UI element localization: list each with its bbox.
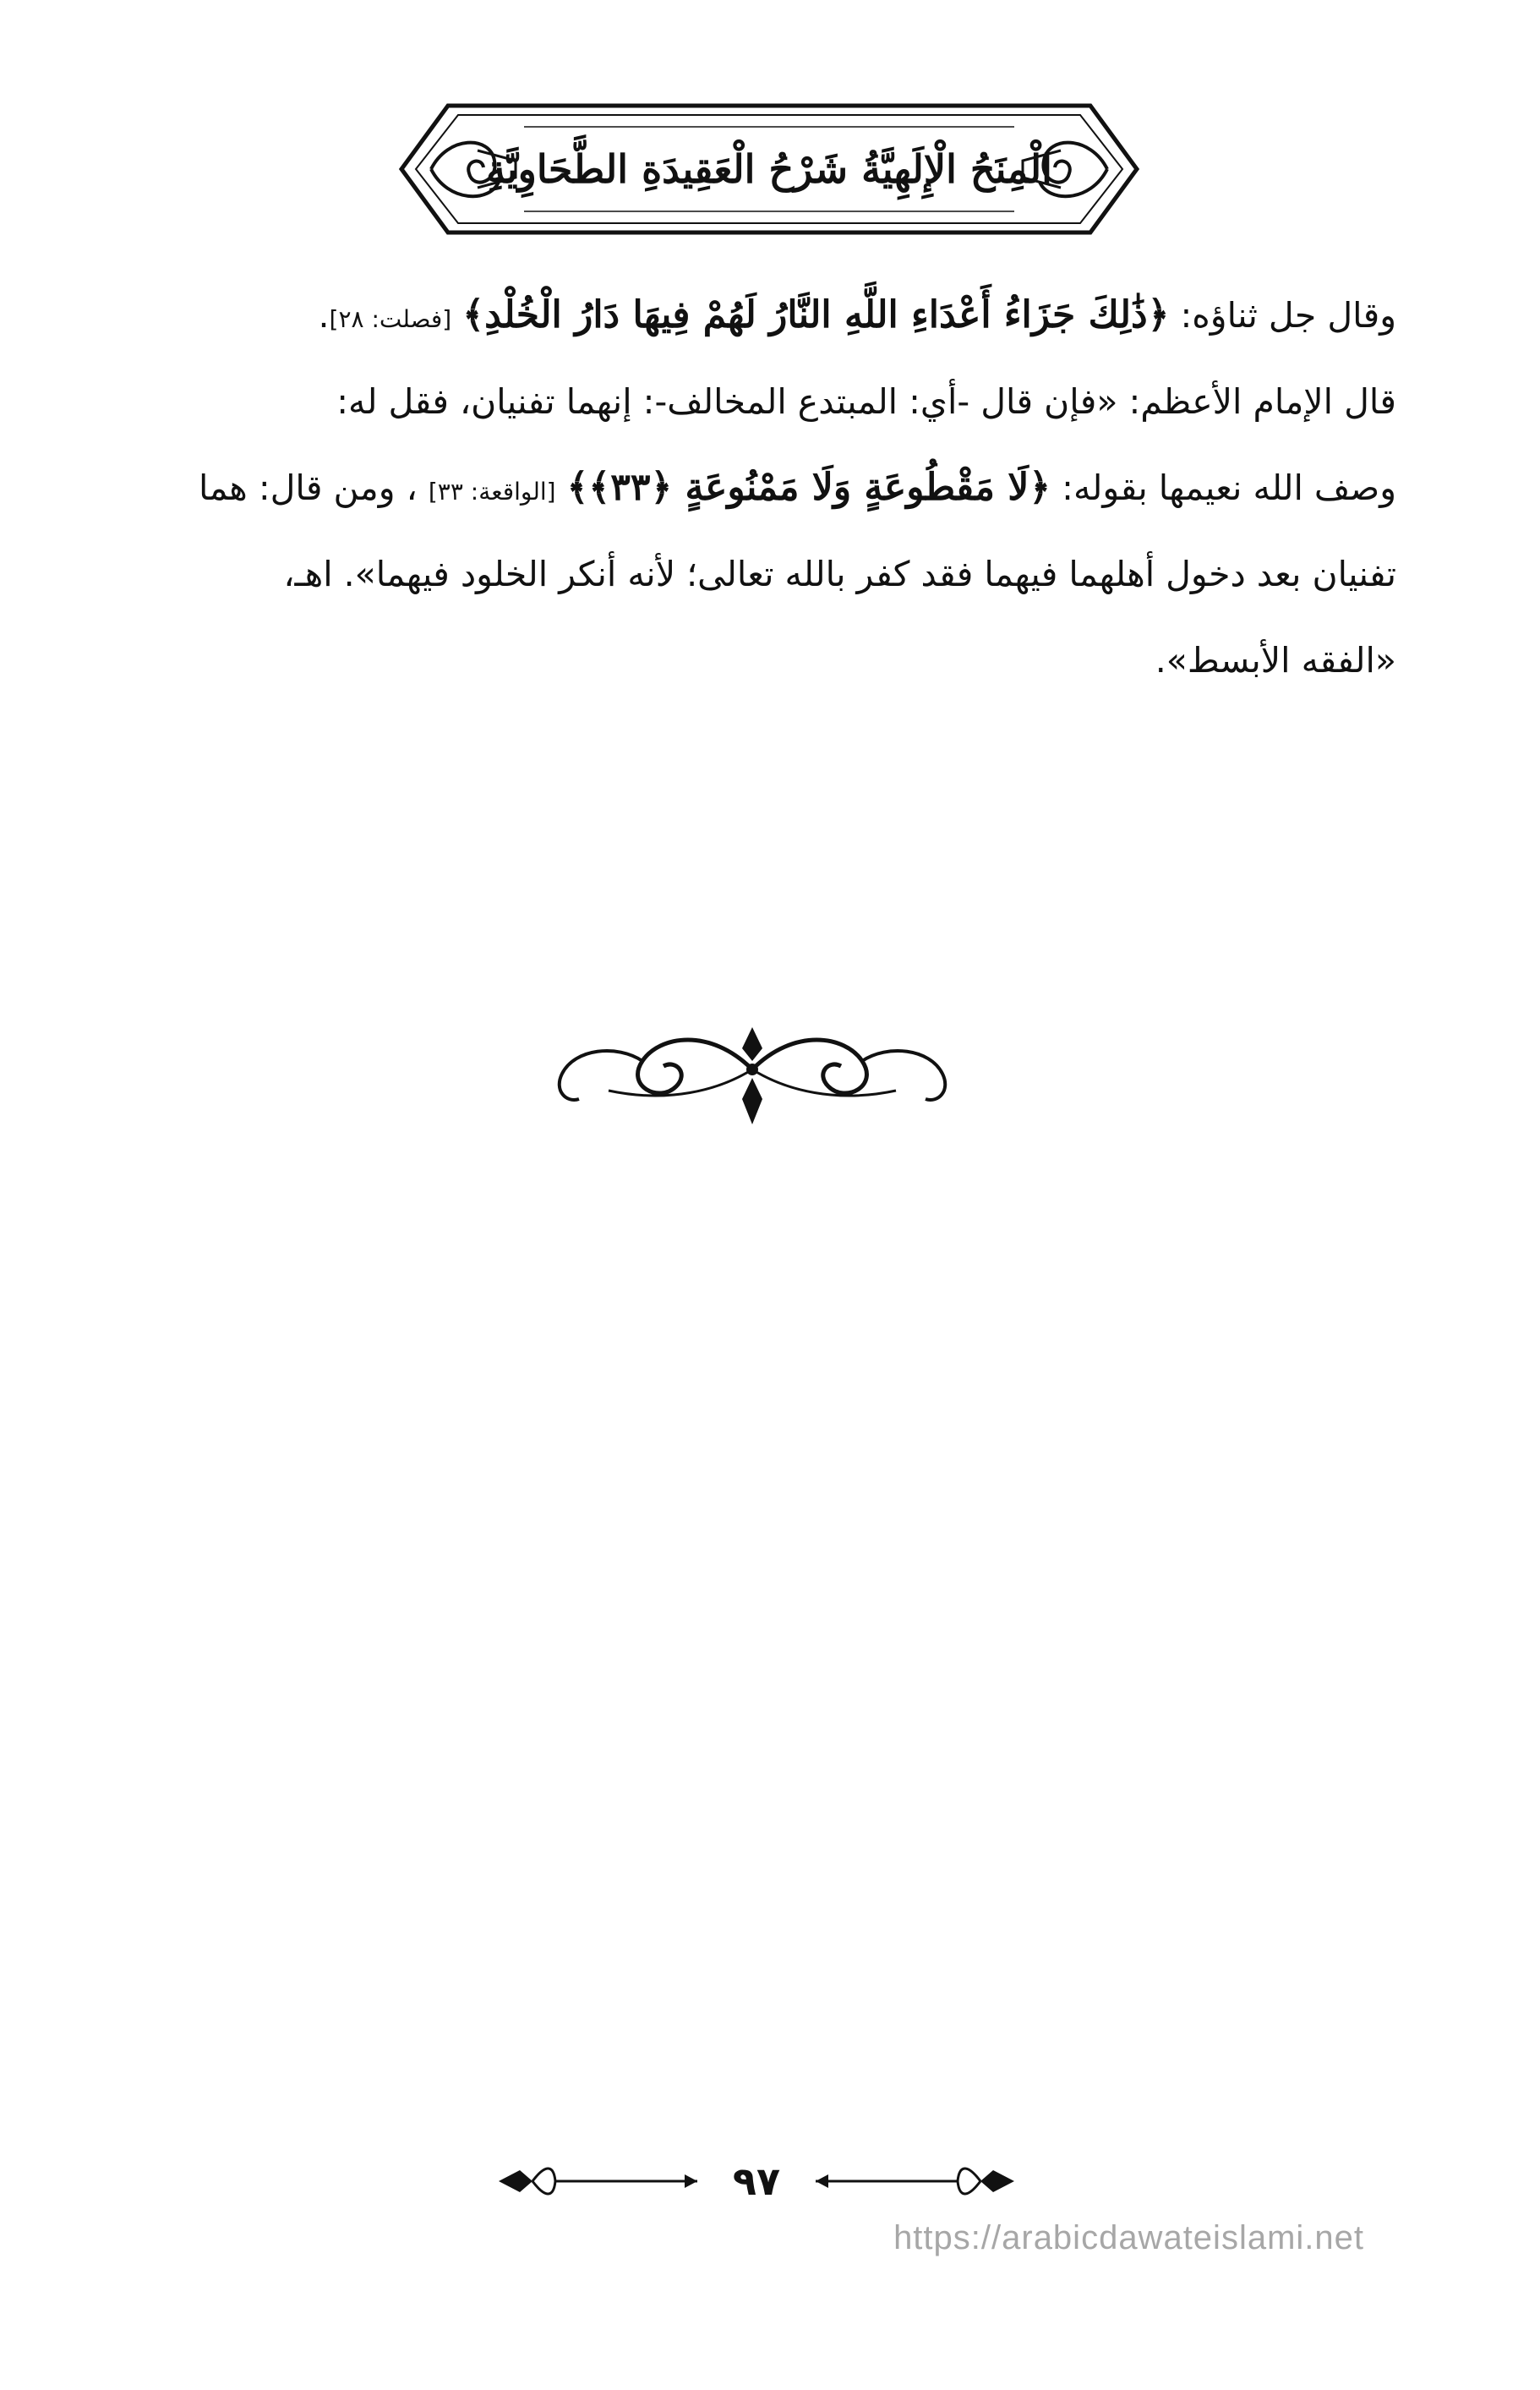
running-header-title: الْمِنَحُ الْإِلَهِيَّةُ شَرْحُ الْعَقِيدَةِ الطَّحَاوِيَّةِ (486, 146, 1052, 192)
text-line-3 (144, 445, 1396, 531)
page-number: ٩٧ (732, 2158, 781, 2204)
ornament-flourish-icon (541, 1010, 964, 1129)
verse-reference-fussilat: [فصلت: ٢٨] (329, 305, 452, 333)
section-end-ornament (541, 1010, 964, 1129)
verse-reference-waqia: [الواقعة: ٣٣] (428, 478, 556, 506)
page-footer (494, 2152, 1018, 2211)
quran-verse-fussilat: ﴿ذَٰلِكَ جَزَاءُ أَعْدَاءِ اللَّهِ النَّارُ لَهُمْ فِيهَا دَارُ الْخُلْدِ﴾ (462, 293, 1170, 336)
header-cartouche (397, 101, 1141, 237)
line3-intro: وصف الله نعيمها بقوله: (1062, 468, 1396, 508)
text-line-1 (144, 272, 1396, 358)
line3-end: ، ومن قال: هما (198, 468, 418, 508)
line1-intro: وقال جل ثناؤه: (1180, 295, 1396, 336)
text-line-5: «الفقه الأبسط». (1155, 640, 1396, 681)
quran-verse-waqia: ﴿لَا مَقْطُوعَةٍ وَلَا مَمْنُوعَةٍ ﴿٣٣﴾﴾ (566, 466, 1051, 509)
text-line-4: تفنيان بعد دخول أهلهما فيهما فقد كفر بالله تعالى؛ لأنه أنكر الخلود فيهما». اهـ، (283, 554, 1396, 594)
body-text (144, 272, 1396, 703)
text-line-2: قال الإمام الأعظم: «فإن قال -أي: المبتدع المخالف-: إنهما تفنيان، فقل له: (336, 381, 1396, 422)
watermark-url: https://arabicdawateislami.net (893, 2219, 1364, 2256)
line1-end: . (318, 295, 330, 336)
